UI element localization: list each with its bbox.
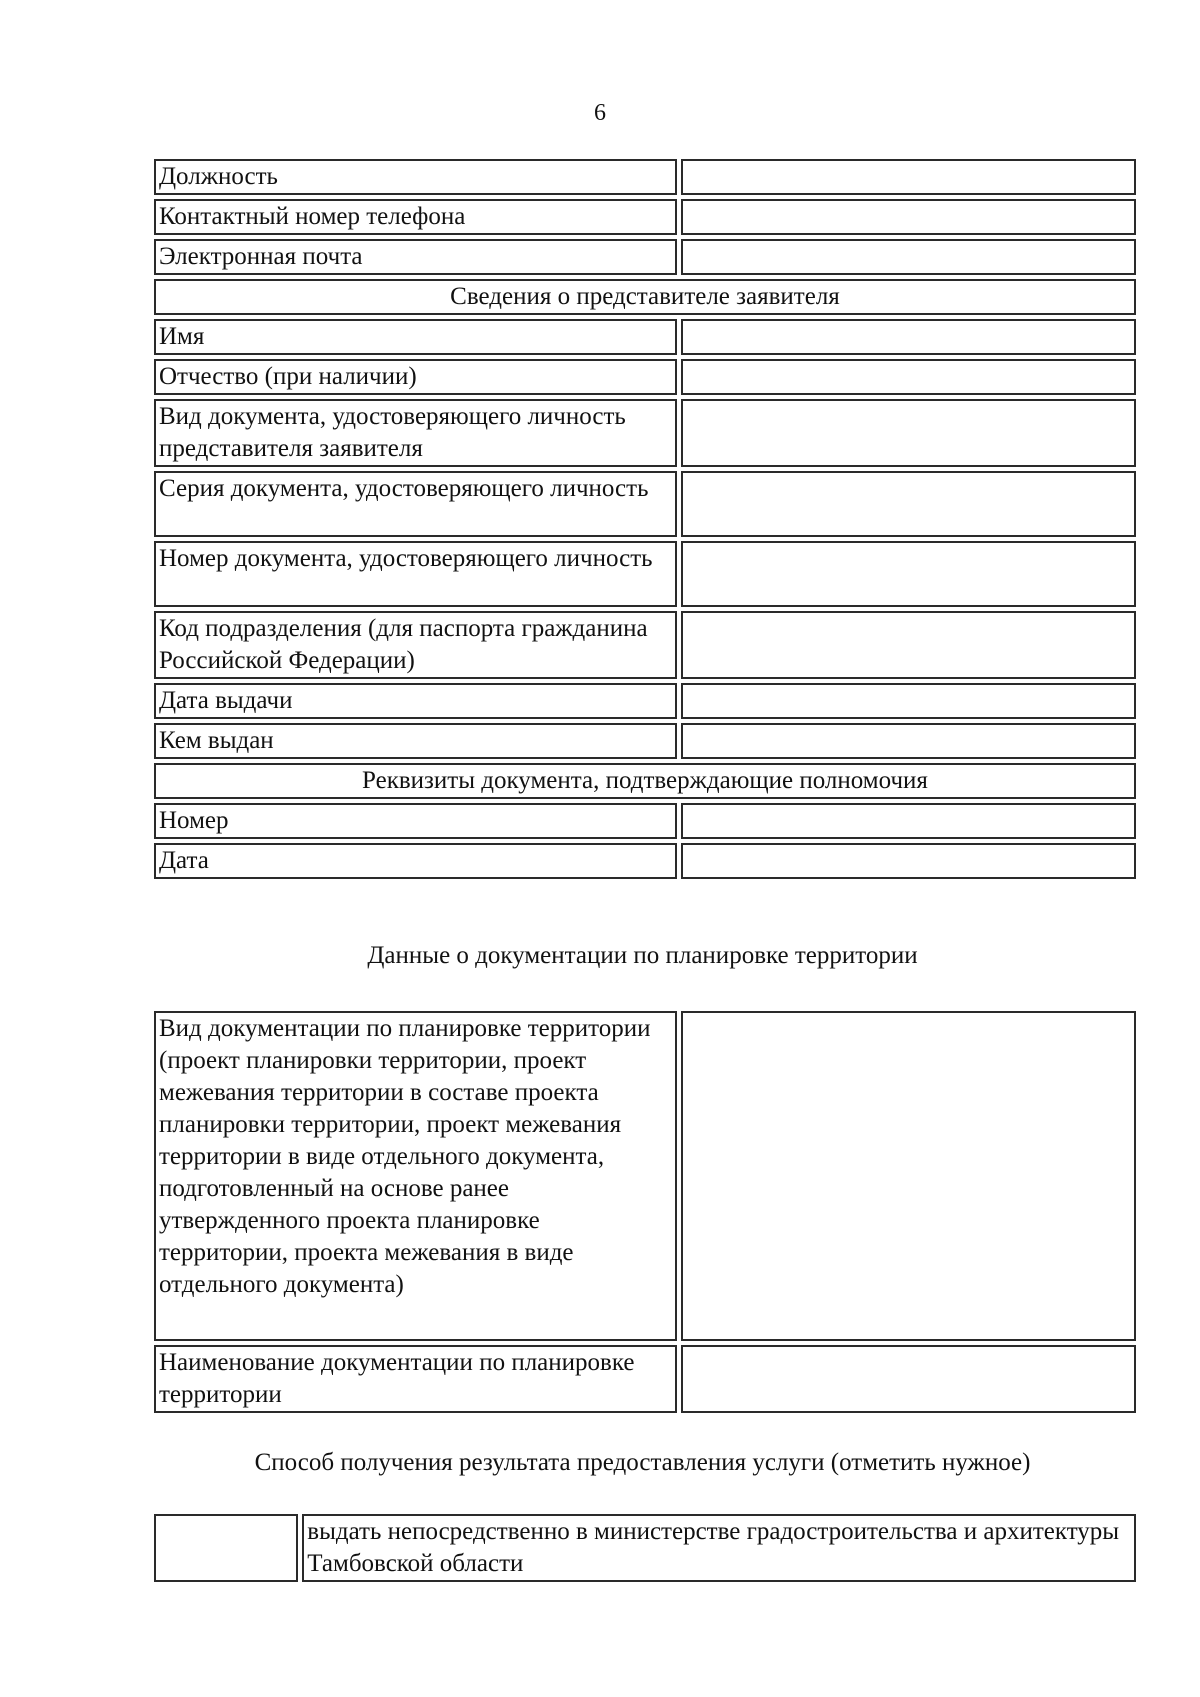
field-label: Код подразделения (для паспорта гражданина Российской Федерации): [154, 611, 677, 679]
table-row: [154, 1514, 1136, 1582]
phone-input-cell[interactable]: [681, 199, 1136, 235]
table-row: [154, 683, 1136, 719]
field-label: Вид документа, удостоверяющего личность представителя заявителя: [154, 399, 677, 467]
table-row: [154, 843, 1136, 879]
table-row: [154, 723, 1136, 759]
authority-doc-number-input-cell[interactable]: [681, 803, 1136, 839]
field-label: Отчество (при наличии): [154, 359, 677, 395]
planning-doc-type-input-cell[interactable]: [681, 1011, 1136, 1341]
table-row: [154, 471, 1136, 537]
field-label: Номер: [154, 803, 677, 839]
issued-by-input-cell[interactable]: [681, 723, 1136, 759]
option-checkbox-cell[interactable]: [154, 1514, 298, 1582]
table-row: [154, 541, 1136, 607]
id-doc-type-input-cell[interactable]: [681, 399, 1136, 467]
table-row: [154, 239, 1136, 275]
planning-doc-name-input-cell[interactable]: [681, 1345, 1136, 1413]
table-row: [154, 803, 1136, 839]
id-doc-series-input-cell[interactable]: [681, 471, 1136, 537]
division-code-input-cell[interactable]: [681, 611, 1136, 679]
authority-doc-date-input-cell[interactable]: [681, 843, 1136, 879]
option-label: выдать непосредственно в министерстве градостроительства и архитектуры Тамбовской области: [302, 1514, 1136, 1582]
email-input-cell[interactable]: [681, 239, 1136, 275]
table-row: [154, 319, 1136, 355]
result-method-table: [150, 1510, 1140, 1586]
result-method-heading: Способ получения результата предоставления услуги (отметить нужное): [254, 1449, 1031, 1476]
field-label: Электронная почта: [154, 239, 677, 275]
applicant-representative-table: [150, 155, 1140, 883]
section-title: Реквизиты документа, подтверждающие полномочия: [154, 763, 1136, 799]
page-number: 6: [594, 100, 606, 126]
table-row: [154, 399, 1136, 467]
issue-date-input-cell[interactable]: [681, 683, 1136, 719]
field-label: Кем выдан: [154, 723, 677, 759]
table-row: [154, 1345, 1136, 1413]
table-row: [154, 359, 1136, 395]
field-label: Дата выдачи: [154, 683, 677, 719]
id-doc-number-input-cell[interactable]: [681, 541, 1136, 607]
table-row: [154, 1011, 1136, 1341]
planning-docs-table: [150, 1007, 1140, 1417]
table-row: [154, 611, 1136, 679]
table-row: [154, 199, 1136, 235]
field-label: Должность: [154, 159, 677, 195]
table-row: [154, 159, 1136, 195]
position-input-cell[interactable]: [681, 159, 1136, 195]
field-label: Наименование документации по планировке территории: [154, 1345, 677, 1413]
section-row: [154, 763, 1136, 799]
field-label: Номер документа, удостоверяющего личность: [154, 541, 677, 607]
field-label: Дата: [154, 843, 677, 879]
section-title: Сведения о представителе заявителя: [154, 279, 1136, 315]
field-label: Серия документа, удостоверяющего личность: [154, 471, 677, 537]
field-label: Имя: [154, 319, 677, 355]
patronymic-input-cell[interactable]: [681, 359, 1136, 395]
field-label: Контактный номер телефона: [154, 199, 677, 235]
name-input-cell[interactable]: [681, 319, 1136, 355]
field-label: Вид документации по планировке территории (проект планировки территории, проект межевания территории в составе проекта планировки территории, проект межевания территории в виде отдельного документа, подготовленный на основе ранее утвержденного проекта планировке территории, проекта межевания в виде отдельного документа): [154, 1011, 677, 1341]
section-row: [154, 279, 1136, 315]
planning-docs-heading: Данные о документации по планировке территории: [367, 942, 918, 969]
